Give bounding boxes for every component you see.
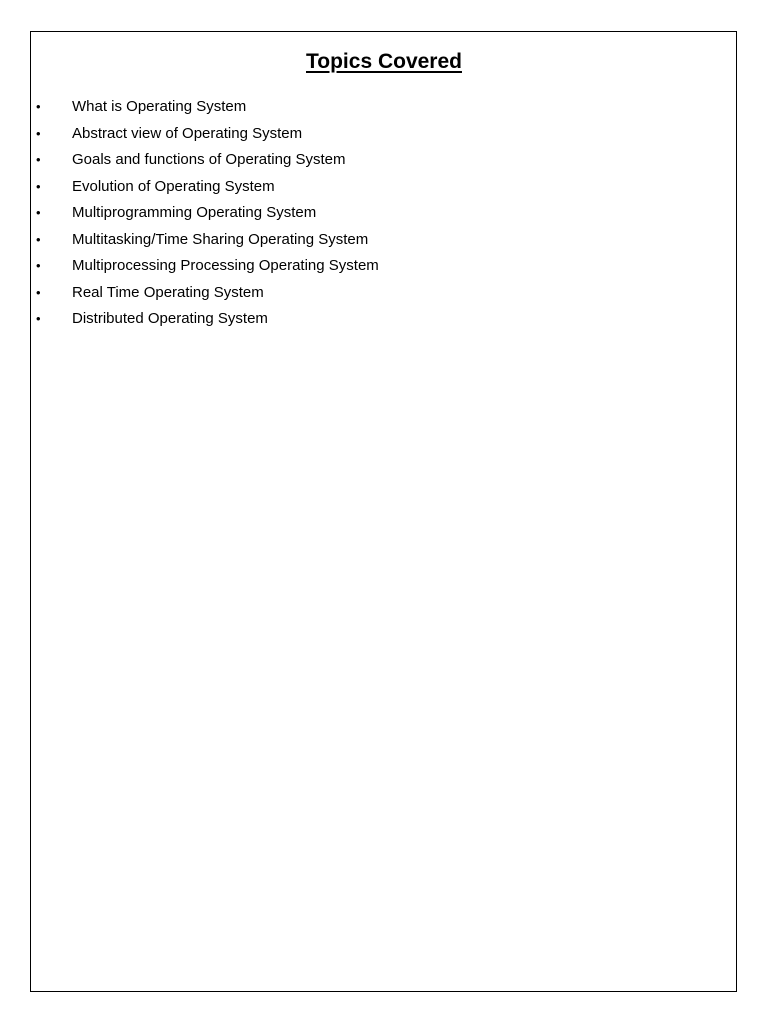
bullet-icon: •: [36, 284, 41, 300]
topic-text: Multiprocessing Processing Operating System: [72, 257, 379, 274]
bullet-icon: •: [36, 125, 41, 141]
page-title: Topics Covered: [306, 50, 462, 73]
topic-text: What is Operating System: [72, 98, 247, 115]
topic-text: Multitasking/Time Sharing Operating System: [72, 230, 369, 248]
bullet-icon: •: [36, 258, 41, 273]
bullet-icon: •: [36, 311, 41, 326]
bullet-icon: •: [36, 178, 41, 194]
bullet-icon: •: [36, 152, 41, 167]
topic-text: Real Time Operating System: [72, 283, 264, 301]
topic-text: Distributed Operating System: [72, 310, 268, 327]
topic-text: Abstract view of Operating System: [72, 124, 303, 142]
topic-text: Evolution of Operating System: [72, 177, 275, 195]
bullet-icon: •: [36, 99, 41, 114]
topic-text: Goals and functions of Operating System: [72, 151, 346, 168]
bullet-icon: •: [36, 231, 41, 247]
topic-text: Multiprogramming Operating System: [72, 204, 317, 221]
bullet-icon: •: [36, 205, 41, 220]
